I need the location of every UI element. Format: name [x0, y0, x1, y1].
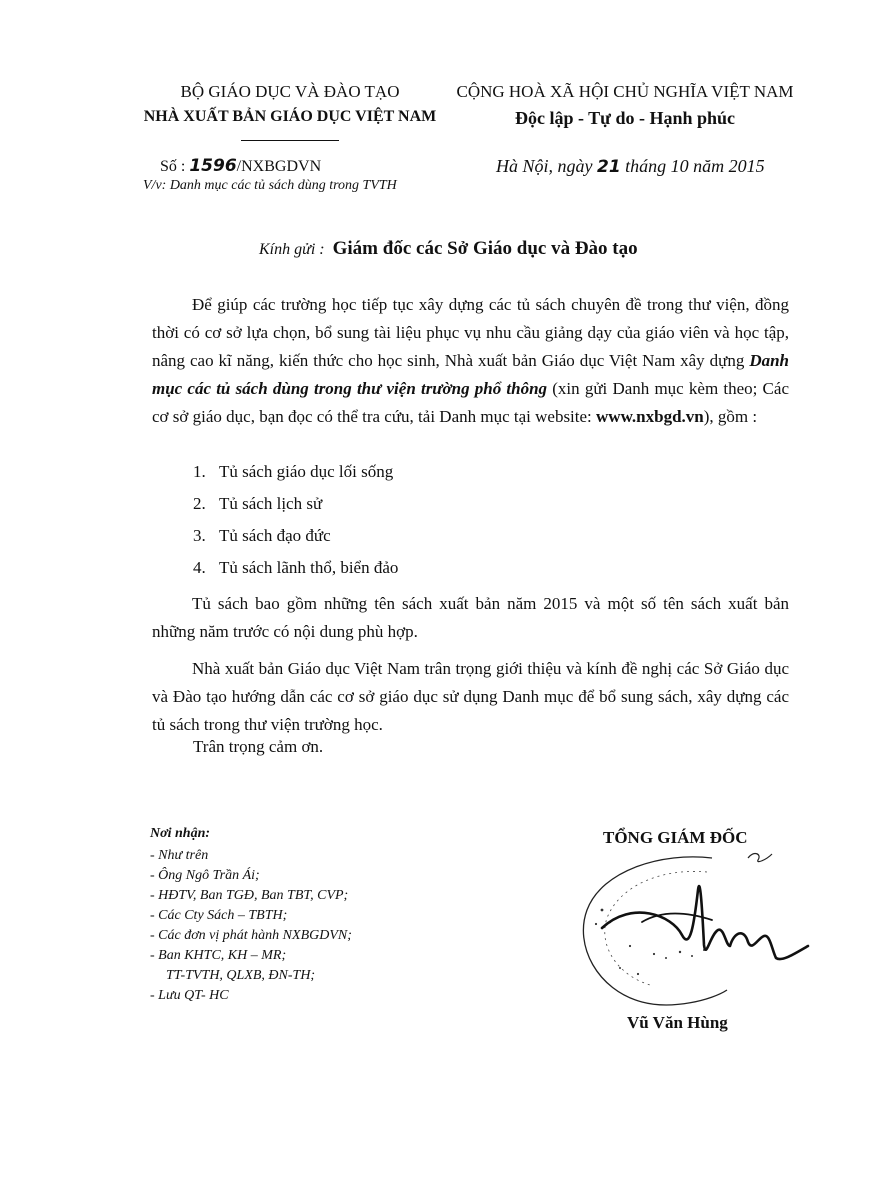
seal-and-signature	[562, 850, 822, 1010]
list-item-number: 4.	[193, 558, 206, 577]
contents-text: Tủ sách bao gồm những tên sách xuất bản năm 2015 và một số tên sách xuất bản những năm trước có nội dung phù hợp.	[152, 594, 789, 641]
header-left-divider	[241, 140, 339, 141]
initials-mark	[748, 854, 772, 862]
document-number	[160, 156, 321, 176]
paragraph-request	[152, 655, 789, 739]
list-item-text: Tủ sách đạo đức	[219, 526, 331, 545]
closing-thanks: Trân trọng cảm ơn.	[193, 737, 324, 756]
intro-text-end: ), gồm :	[703, 407, 758, 426]
signer-title: TỔNG GIÁM ĐỐC	[603, 828, 748, 847]
list-item-text: Tủ sách lịch sử	[219, 494, 323, 513]
document-date	[496, 156, 765, 177]
document-subject: V/v: Danh mục các tủ sách dùng trong TVTH	[143, 178, 397, 193]
publisher-name: NHÀ XUẤT BẢN GIÁO DỤC VIỆT NAM	[143, 108, 437, 125]
greeting-recipient: Giám đốc các Sở Giáo dục và Đào tạo	[332, 238, 638, 259]
recipient-item: - Các Cty Sách – TBTH;	[150, 908, 288, 923]
recipient-item: - Ông Ngô Trần Ái;	[150, 868, 260, 883]
ministry-name: BỘ GIÁO DỤC VÀ ĐÀO TẠO	[180, 82, 400, 101]
list-item-number: 3.	[193, 526, 206, 545]
list-item-number: 1.	[193, 462, 206, 481]
intro-emphasis: Danh mục các tủ sách dùng trong thư viện trường phổ thông	[152, 351, 789, 398]
list-item-number: 2.	[193, 494, 206, 513]
list-item-text: Tủ sách giáo dục lối sống	[219, 462, 394, 481]
list-item	[193, 458, 398, 490]
bookshelf-list	[193, 458, 398, 586]
recipient-item: - Ban KHTC, KH – MR;	[150, 948, 287, 963]
recipient-item: - HĐTV, Ban TGĐ, Ban TBT, CVP;	[150, 888, 349, 903]
national-motto: Độc lập - Tự do - Hạnh phúc	[514, 108, 736, 128]
list-item	[193, 554, 398, 586]
list-item	[193, 522, 398, 554]
greeting	[259, 238, 638, 260]
recipients-block	[150, 826, 352, 1006]
list-item	[193, 490, 398, 522]
document-number-suffix: /NXBGDVN	[236, 158, 322, 175]
greeting-label: Kính gửi :	[259, 241, 325, 258]
document-number-value: 1596	[189, 156, 237, 176]
date-prefix: Hà Nội, ngày	[496, 156, 593, 176]
request-text: Nhà xuất bản Giáo dục Việt Nam trân trọng giới thiệu và kính đề nghị các Sở Giáo dục và Đào tạo hướng dẫn các cơ sở giáo dục sử dụng Danh mục để bổ sung sách, xây dựng các tủ sách trong thư viện trường học.	[152, 659, 789, 734]
paragraph-contents	[152, 590, 789, 646]
recipient-item: TT-TVTH, QLXB, ĐN-TH;	[166, 968, 316, 983]
date-suffix: tháng 10 năm 2015	[625, 156, 765, 176]
website-link[interactable]: www.nxbgd.vn	[596, 407, 704, 426]
header-right	[440, 80, 810, 132]
list-item-text: Tủ sách lãnh thổ, biển đảo	[219, 558, 399, 577]
country-name: CỘNG HOÀ XÃ HỘI CHỦ NGHĨA VIỆT NAM	[456, 82, 794, 101]
recipient-item: - Các đơn vị phát hành NXBGDVN;	[150, 928, 352, 943]
paragraph-intro	[152, 291, 789, 431]
signer-name: Vũ Văn Hùng	[627, 1013, 728, 1032]
signature-stroke	[602, 886, 808, 959]
header-left	[120, 80, 460, 130]
intro-text-start: Để giúp các trường học tiếp tục xây dựng các tủ sách chuyên đề trong thư viện, đồng thời có cơ sở lựa chọn, bổ sung tài liệu phục vụ nhu cầu giảng dạy của giáo viên và học tập, nâng cao kĩ năng, kiến thức cho học sinh, Nhà xuất bản Giáo dục Việt Nam xây dựng	[152, 295, 789, 370]
recipient-item: - Lưu QT- HC	[150, 988, 229, 1003]
recipient-item: - Như trên	[150, 848, 209, 863]
document-number-label: Số :	[160, 158, 186, 175]
intro-text-mid: (xin gửi Danh mục kèm theo; Các cơ sở giáo dục, bạn đọc có thể tra cứu, tải Danh mục tại website:	[152, 379, 789, 426]
recipients-title: Nơi nhận:	[150, 826, 211, 841]
seal-outline	[583, 857, 727, 1005]
date-day: 21	[597, 157, 621, 177]
